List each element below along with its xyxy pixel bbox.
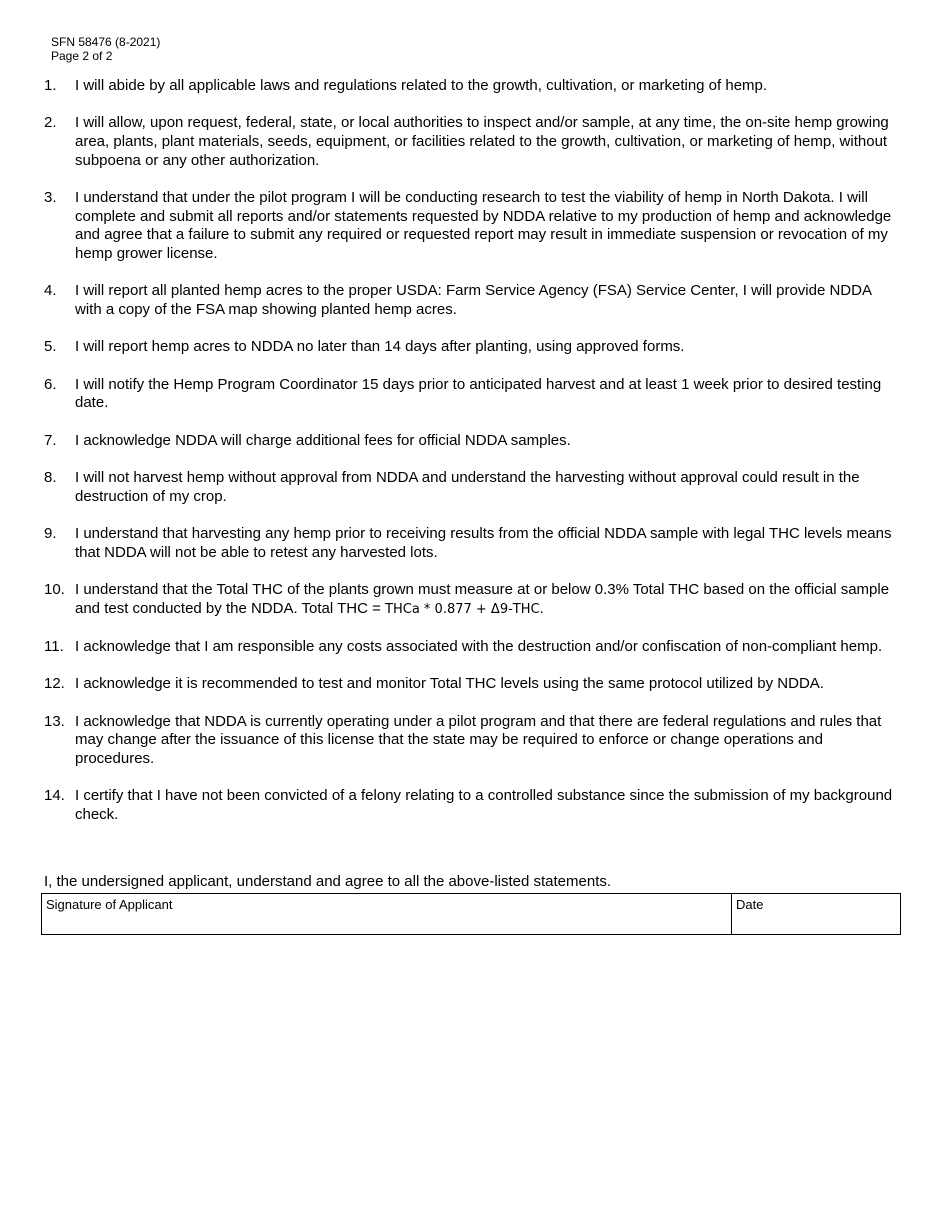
statement-number: 5. xyxy=(44,338,57,356)
statement-text: I acknowledge that NDDA is currently operating under a pilot program and that there are federal regulations and rules that may change after the issuance of this license that the state may be required to enforce or change operations and procedures. xyxy=(75,712,882,767)
statement-item xyxy=(44,525,899,562)
signature-table xyxy=(41,893,901,935)
statement-number: 8. xyxy=(44,469,57,486)
signature-label: Signature of Applicant xyxy=(46,897,173,912)
statement-list xyxy=(44,77,899,843)
statement-number: 9. xyxy=(44,525,57,542)
page-indicator: Page 2 of 2 xyxy=(51,49,113,63)
statement-text: I acknowledge NDDA will charge additional fees for official NDDA samples. xyxy=(75,431,571,449)
signature-of-applicant-field[interactable] xyxy=(42,894,732,934)
statement-item xyxy=(44,189,899,264)
statement-number: 2. xyxy=(44,114,57,132)
statement-text: I understand that under the pilot program I will be conducting research to test the viability of hemp in North Dakota. I will complete and submit all reports and/or statements requested by NDDA relative to my production of hemp and acknowledge and agree that a failure to submit any required or requested report may result in immediate suspension or revocation of my hemp grower license. xyxy=(75,189,892,263)
date-field[interactable] xyxy=(732,894,900,934)
statement-text: I acknowledge it is recommended to test and monitor Total THC levels using the same protocol utilized by NDDA. xyxy=(75,675,824,693)
statement-number: 1. xyxy=(44,77,57,94)
statement-item xyxy=(44,581,899,619)
statement-item xyxy=(44,114,899,170)
statement-text: I will notify the Hemp Program Coordinator 15 days prior to anticipated harvest and at least 1 week prior to desired testing date. xyxy=(75,375,882,412)
statement-text: I certify that I have not been convicted of a felony relating to a controlled substance since the submission of my background check. xyxy=(75,787,893,823)
statement-text: I will report all planted hemp acres to the proper USDA: Farm Service Agency (FSA) Service Center, I will provide NDDA with a copy of the FSA map showing planted hemp acres. xyxy=(75,282,872,319)
statement-text: I acknowledge that I am responsible any costs associated with the destruction and/or confiscation of non-compliant hemp. xyxy=(75,638,883,655)
statement-item xyxy=(44,675,899,694)
statement-number: 3. xyxy=(44,189,57,206)
agreement-statement: I, the undersigned applicant, understand and agree to all the above-listed statements. xyxy=(44,873,612,890)
statement-number: 7. xyxy=(44,431,57,449)
statement-item xyxy=(44,713,899,769)
statement-item xyxy=(44,282,899,319)
statement-number: 12. xyxy=(44,675,65,693)
statement-text: I will allow, upon request, federal, state, or local authorities to inspect and/or sample, at any time, the on-site hemp growing area, plants, plant materials, seeds, equipment, or facilities related to the growth, cultivation, or marketing of hemp, without subpoena or any other authorization. xyxy=(75,114,889,169)
statement-item xyxy=(44,787,899,824)
statement-item xyxy=(44,469,899,506)
statement-number: 11. xyxy=(44,638,64,655)
statement-item xyxy=(44,338,899,357)
statement-item xyxy=(44,432,899,451)
statement-text: I will abide by all applicable laws and regulations related to the growth, cultivation, or marketing of hemp. xyxy=(75,77,768,94)
statement-number: 13. xyxy=(44,712,65,730)
statement-number: 10. xyxy=(44,581,65,598)
statement-number: 4. xyxy=(44,282,57,300)
statement-number: 14. xyxy=(44,787,65,805)
statement-number: 6. xyxy=(44,375,57,393)
form-header xyxy=(51,35,160,63)
statement-text: I will report hemp acres to NDDA no later than 14 days after planting, using approved forms. xyxy=(75,338,685,356)
thc-formula: THCa * 0.877 + Δ9-THC. xyxy=(385,601,544,617)
statement-item xyxy=(44,638,899,657)
form-number: SFN 58476 (8-2021) xyxy=(51,35,161,49)
statement-item xyxy=(44,77,899,96)
statement-text: I will not harvest hemp without approval from NDDA and understand the harvesting without approval could result in the destruction of my crop. xyxy=(75,469,860,505)
date-label: Date xyxy=(736,897,764,912)
statement-text: I understand that the Total THC of the plants grown must measure at or below 0.3% Total THC based on the official sample and test conducted by the NDDA. Total THC = xyxy=(75,581,890,617)
statement-item xyxy=(44,376,899,413)
statement-text: I understand that harvesting any hemp prior to receiving results from the official NDDA sample with legal THC levels means that NDDA will not be able to retest any harvested lots. xyxy=(75,525,892,561)
